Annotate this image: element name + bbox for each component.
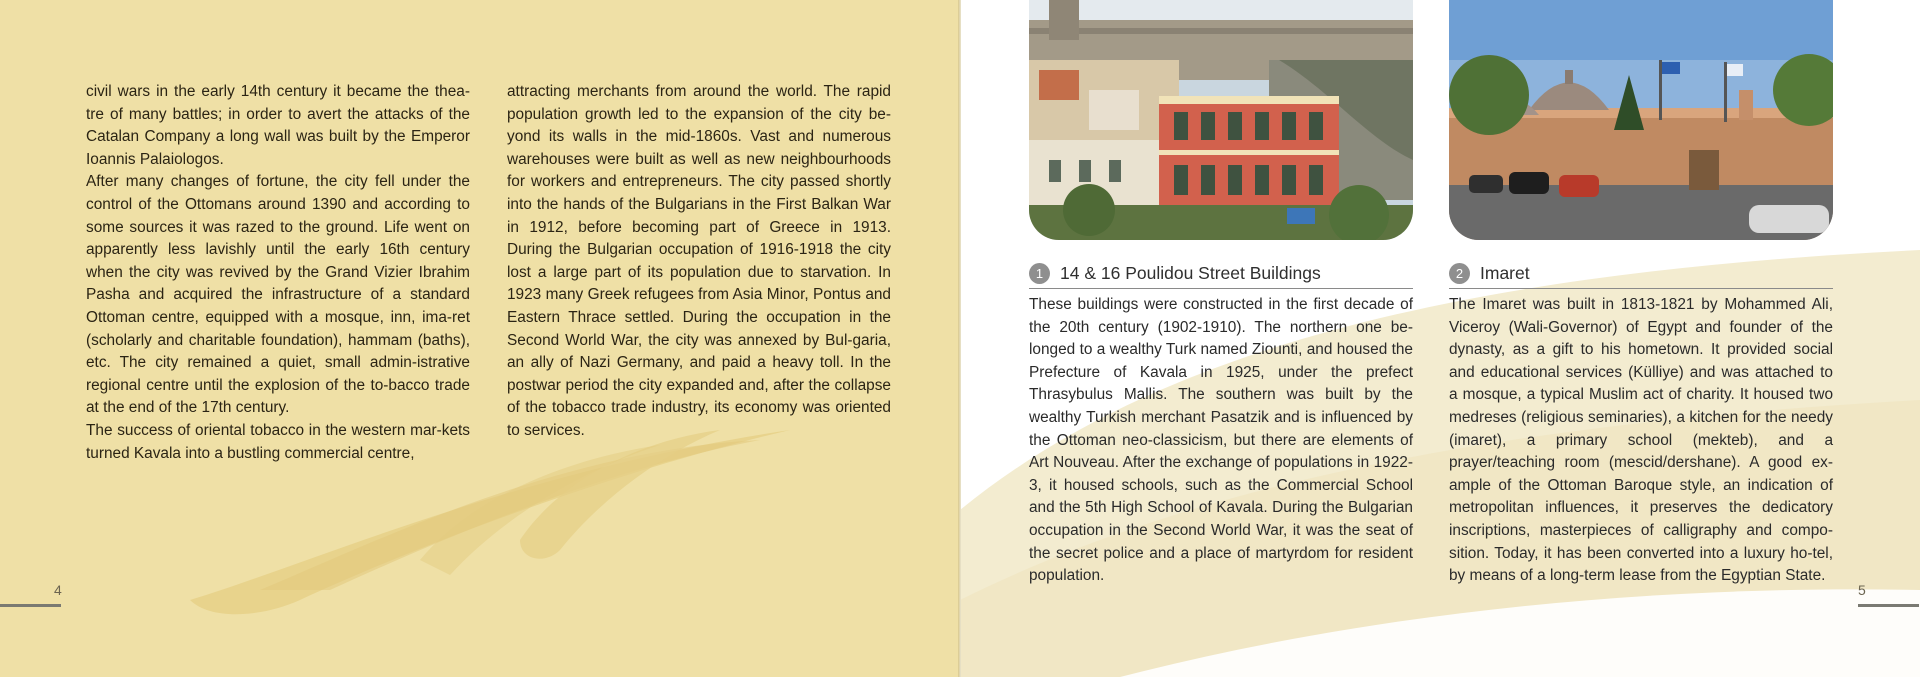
section-body [1449,294,1833,588]
paragraph: The Imaret was built in 1813-1821 by Mohammed Ali, Viceroy (Wali-Governor) of Egypt and founder of the dynasty, as a gift to his hometown. It provided social and educational services (Külliye) and was attached to a mosque, a typical Muslim act of charity. It housed two medreses (religious seminaries), a kitchen for the needy (imaret), a primary school (mekteb), and a prayer/teaching room (mescid/dershane). A good ex-ample of the Ottoman Baroque style, an indication of metropolitan influences, it preserves the dedicatory inscriptions, masterpieces of calligraphy and compo-sition. Today, it has been converted into a luxury ho-tel, by means of a long-term lease from the Egyptian State. [1449,296,1833,585]
left-text-column-1 [86,81,470,465]
left-text-column-2 [507,81,891,443]
section-heading [1029,262,1413,289]
section-body [1029,294,1413,588]
paragraph: civil wars in the early 14th century it became the thea-tre of many battles; in order to avert the attacks of the Catalan Company a long wall was built by the Emperor Ioannis Palaiologos. [86,83,470,168]
paragraph: The success of oriental tobacco in the western mar-kets turned Kavala into a bustling commercial centre, [86,421,470,462]
townhouse-photo-icon [1029,0,1413,240]
number-badge: 1 [1029,263,1050,284]
section-heading [1449,262,1833,289]
page-rule-left [0,604,61,607]
page-number-right: 5 [1858,582,1866,598]
page-rule-right [1858,604,1919,607]
paragraph: After many changes of fortune, the city fell under the control of the Ottomans around 1390 and according to some sources it was razed to the ground. Life went on apparently less lavishly until the early 16th century when the city was revived by the Grand Vizier Ibrahim Pasha and acquired the infrastructure of a standard Ottoman centre, equipped with a mosque, inn, ima-ret (scholarly and charitable foundation), hammam (baths), etc. The city remained a quiet, small admin-istrative regional centre until the explosion of the to-bacco trade at the end of the 17th century. [86,173,470,417]
imaret-photo-icon [1449,0,1833,240]
paragraph: These buildings were constructed in the first decade of the 20th century (1902-1910). The northern one be-longed to a wealthy Turk named Ziounti, and housed the Prefecture of Kavala in 1925, under the prefect Thrasybulus Mallis. The southern was built by the wealthy Turkish merchant Pasatzik and is influenced by the Ottoman neo-classicism, but there are elements of Art Nouveau. After the exchange of populations in 1922-3, it housed schools, such as the Commercial School and the 5th High School of Kavala. During the Bulgarian occupation in the Second World War, it was the seat of the secret police and a place of martyrdom for resident population. [1029,296,1413,585]
number-badge: 2 [1449,263,1470,284]
paragraph: attracting merchants from around the world. The rapid population growth led to the expansion of the city be-yond its walls in the mid-1860s. Vast and numerous warehouses were built as well as new neighbourhoods for workers and entrepreneurs. The city passed shortly into the hands of the Bulgarians in the First Balkan War in 1912, before becoming part of Greece in 1913. During the Bulgarian occupation of 1916-1918 the city lost a large part of its population due to starvation. In 1923 many Greek refugees from Asia Minor, Pontus and Eastern Thrace settled. During the occupation in the Second World War, the city was annexed by Bul-garia, an ally of Nazi Germany, and paid a heavy toll. In the postwar period the city expanded and, after the collapse of the tobacco trade industry, its economy was oriented to services. [507,83,891,439]
section-title: Imaret [1480,263,1530,283]
page-number-left: 4 [54,582,62,598]
right-page [960,0,1920,677]
book-spine [958,0,961,677]
section-title: 14 & 16 Poulidou Street Buildings [1060,263,1321,283]
